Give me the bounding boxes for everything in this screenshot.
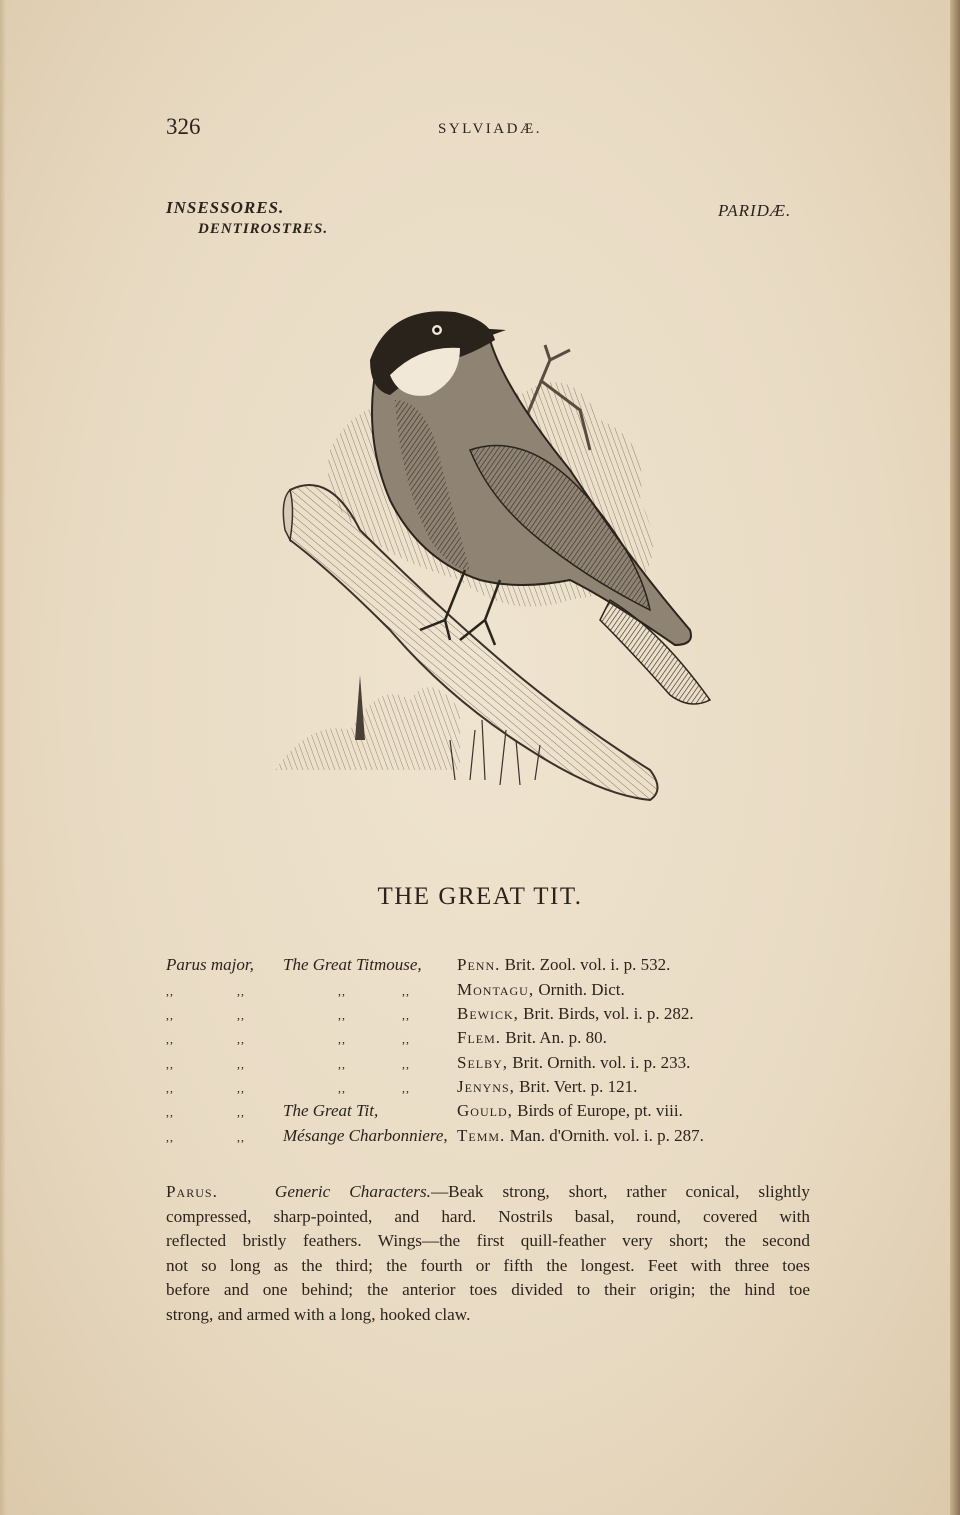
reference-author: Jenyns,	[457, 1077, 515, 1096]
synonymy-row	[0, 1126, 960, 1150]
ditto-mark: ,,	[402, 1008, 410, 1022]
synonymy-row	[0, 980, 960, 1004]
order-label: INSESSORES.	[166, 198, 285, 217]
running-head: SYLVIADÆ.	[438, 121, 543, 137]
synonymy-row	[0, 1053, 960, 1077]
reference-author: Montagu,	[457, 980, 535, 999]
synonymy-row	[0, 1101, 960, 1125]
ditto-mark: ,,	[402, 1081, 410, 1095]
ditto-mark: ,,	[237, 1081, 245, 1095]
synonym-reference	[457, 1053, 690, 1073]
ditto-mark: ,,	[338, 1008, 346, 1022]
synonym-reference	[457, 1126, 704, 1146]
ditto-mark: ,,	[338, 1032, 346, 1046]
synonym-name: Mésange Charbonniere,	[283, 1126, 448, 1145]
synonym-name: The Great Tit,	[283, 1101, 379, 1120]
synonym-reference	[457, 1077, 637, 1097]
synonym-name: The Great Titmouse,	[283, 955, 422, 974]
suborder-label: DENTIROSTRES.	[198, 221, 329, 237]
generic-text: —Beak strong, short, rather conical, slightly	[430, 1182, 811, 1201]
page-left-shadow	[0, 0, 6, 1515]
distant-landscape	[275, 687, 460, 770]
reference-author: Flem.	[457, 1028, 502, 1047]
generic-line: not so long as the third; the fourth or fifth the longest. Feet with three toes	[166, 1255, 810, 1275]
generic-line: reflected bristly feathers. Wings—the first quill-feather very short; the second	[166, 1231, 810, 1250]
ditto-mark: ,,	[166, 984, 174, 998]
reference-citation: Birds of Europe, pt. viii.	[512, 1101, 683, 1120]
reference-author: Gould,	[457, 1101, 513, 1120]
ditto-mark: ,,	[402, 1057, 410, 1071]
genus-name: Parus.	[166, 1182, 218, 1201]
generic-line	[166, 1180, 810, 1205]
bird-pupil	[434, 327, 439, 332]
reference-author: Selby,	[457, 1053, 509, 1072]
ditto-mark: ,,	[166, 1105, 174, 1119]
generic-line: before and one behind; the anterior toes divided to their origin; the hind toe	[166, 1280, 810, 1299]
reference-citation: Man. d'Ornith. vol. i. p. 287.	[505, 1126, 704, 1145]
synonymy-row	[0, 955, 960, 979]
ditto-mark: ,,	[402, 984, 410, 998]
synonym-name: Parus major,	[166, 955, 254, 974]
reference-citation: Brit. Birds, vol. i. p. 282.	[518, 1004, 694, 1023]
page-right-edge	[950, 0, 960, 1515]
synonymy-row	[0, 1077, 960, 1101]
page-number: 326	[166, 114, 201, 139]
great-tit-engraving	[270, 300, 720, 830]
generic-characters-paragraph	[166, 1180, 810, 1327]
reference-author: Penn.	[457, 955, 501, 974]
ditto-mark: ,,	[237, 1032, 245, 1046]
reference-citation: Brit. Ornith. vol. i. p. 233.	[508, 1053, 691, 1072]
synonymy-row	[0, 1028, 960, 1052]
synonym-reference	[457, 1004, 694, 1024]
synonym-reference	[457, 955, 670, 975]
synonym-reference	[457, 1101, 683, 1121]
synonymy-row	[0, 1004, 960, 1028]
ditto-mark: ,,	[338, 984, 346, 998]
family-label: PARIDÆ.	[718, 201, 792, 220]
ditto-mark: ,,	[166, 1032, 174, 1046]
ditto-mark: ,,	[237, 1105, 245, 1119]
generic-line: compressed, sharp-pointed, and hard. Nostrils basal, round, covered with	[166, 1206, 810, 1226]
branch-stub	[283, 490, 292, 540]
reference-citation: Brit. Zool. vol. i. p. 532.	[500, 955, 671, 974]
generic-line: strong, and armed with a long, hooked claw.	[166, 1304, 471, 1324]
ditto-mark: ,,	[237, 1057, 245, 1071]
church-spire	[355, 675, 365, 740]
synonym-reference	[457, 1028, 607, 1048]
generic-label: Generic Characters.	[274, 1182, 431, 1201]
synonym-reference	[457, 980, 625, 1000]
ditto-mark: ,,	[237, 1130, 245, 1144]
reference-citation: Ornith. Dict.	[534, 980, 625, 999]
ditto-mark: ,,	[237, 1008, 245, 1022]
ditto-mark: ,,	[166, 1130, 174, 1144]
reference-author: Bewick,	[457, 1004, 519, 1023]
ditto-mark: ,,	[237, 984, 245, 998]
ditto-mark: ,,	[166, 1008, 174, 1022]
ditto-mark: ,,	[166, 1057, 174, 1071]
reference-author: Temm.	[457, 1126, 506, 1145]
ditto-mark: ,,	[166, 1081, 174, 1095]
article-title: THE GREAT TIT.	[377, 883, 583, 910]
reference-citation: Brit. Vert. p. 121.	[514, 1077, 638, 1096]
ditto-mark: ,,	[402, 1032, 410, 1046]
reference-citation: Brit. An. p. 80.	[501, 1028, 607, 1047]
ditto-mark: ,,	[338, 1057, 346, 1071]
ditto-mark: ,,	[338, 1081, 346, 1095]
